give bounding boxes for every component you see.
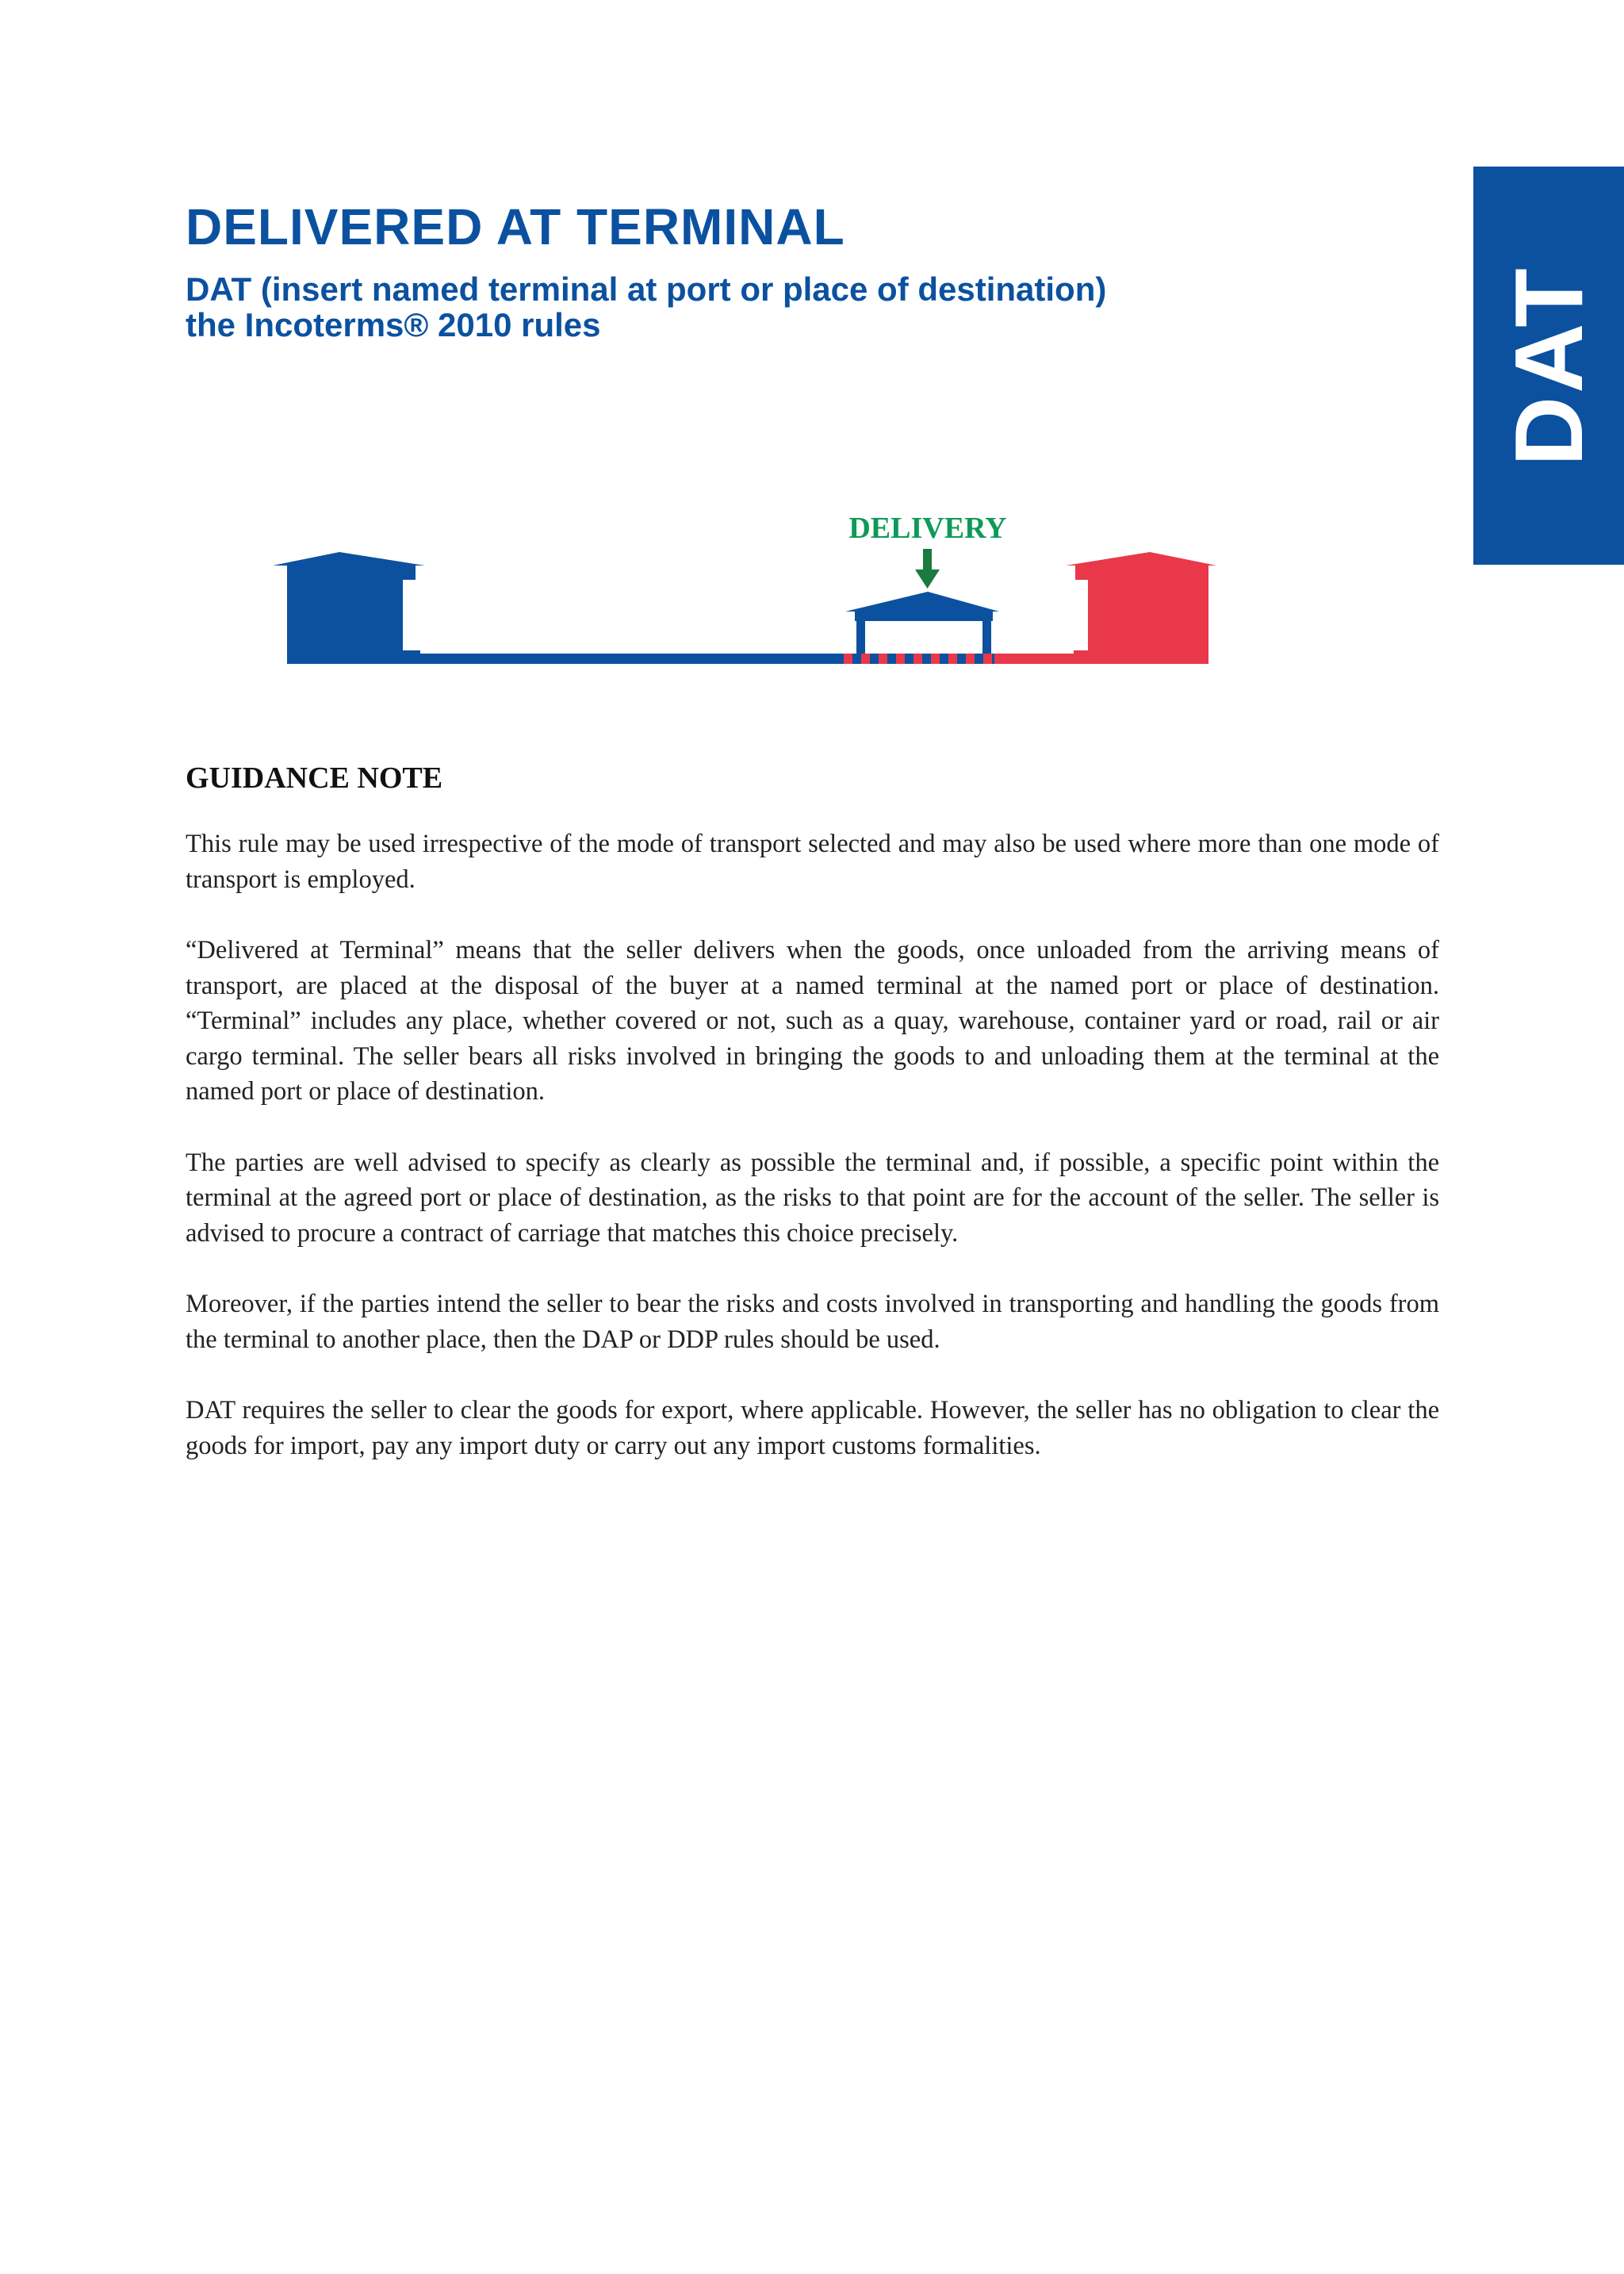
terminal-road-dash (948, 654, 957, 664)
buyer-warehouse-icon (1066, 552, 1216, 664)
delivery-arrow-icon (915, 549, 940, 589)
seller-transport-line (403, 654, 848, 664)
seller-warehouse-icon (273, 552, 425, 664)
terminal-road-dash (844, 654, 852, 664)
guidance-paragraph: DAT requires the seller to clear the goods for export, where applicable. However, the seller has no obligation to clear the goods for import, pay any import duty or carry out any import customs formalities. (186, 1396, 1439, 1460)
delivery-label: DELIVERY (848, 512, 1007, 545)
page-title: DELIVERED AT TERMINAL (186, 198, 845, 255)
terminal-road-dash (966, 654, 975, 664)
side-tab-label: DAT (1495, 265, 1603, 466)
terminal-road-dash (896, 654, 905, 664)
terminal-road-dash (879, 654, 887, 664)
guidance-paragraph: This rule may be used irrespective of the mode of transport selected and may also be used where more than one mode of transport is employed. (186, 830, 1439, 894)
terminal-road-dash (983, 654, 992, 664)
side-tab (1473, 167, 1624, 565)
terminal-transport-line (841, 654, 994, 664)
guidance-paragraph: The parties are well advised to specify as clearly as possible the terminal and, if possible, a specific point within the terminal at the agreed port or place of destination, as the risks to that point are for the account of the seller. The seller is advised to procure a contract of carriage that matches this choice precisely. (186, 1148, 1439, 1248)
guidance-body (186, 826, 1439, 1499)
terminal-road-dash (914, 654, 922, 664)
terminal-road-dash (931, 654, 940, 664)
buyer-transport-line (994, 654, 1075, 664)
delivery-diagram (262, 508, 1300, 690)
subtitle-line-1: DAT (insert named terminal at port or place of destination) (186, 270, 1107, 308)
page-subtitle (186, 271, 1106, 343)
terminal-icon (845, 592, 999, 664)
terminal-road-dash (861, 654, 870, 664)
guidance-heading: GUIDANCE NOTE (186, 761, 443, 795)
guidance-paragraph: “Delivered at Terminal” means that the seller delivers when the goods, once unloaded from the arriving means of transport, are placed at the disposal of the buyer at a named terminal at the named port or place of destination. “Terminal” includes any place, whether covered or not, such as a quay, warehouse, container yard or road, rail or air cargo terminal. The seller bears all risks involved in bringing the goods to and unloading them at the terminal at the named port or place of destination. (186, 936, 1439, 1106)
subtitle-line-2: the Incoterms® 2010 rules (186, 306, 601, 343)
guidance-paragraph: Moreover, if the parties intend the seller to bear the risks and costs involved in transporting and handling the goods from the terminal to another place, then the DAP or DDP rules should be used. (186, 1290, 1439, 1354)
